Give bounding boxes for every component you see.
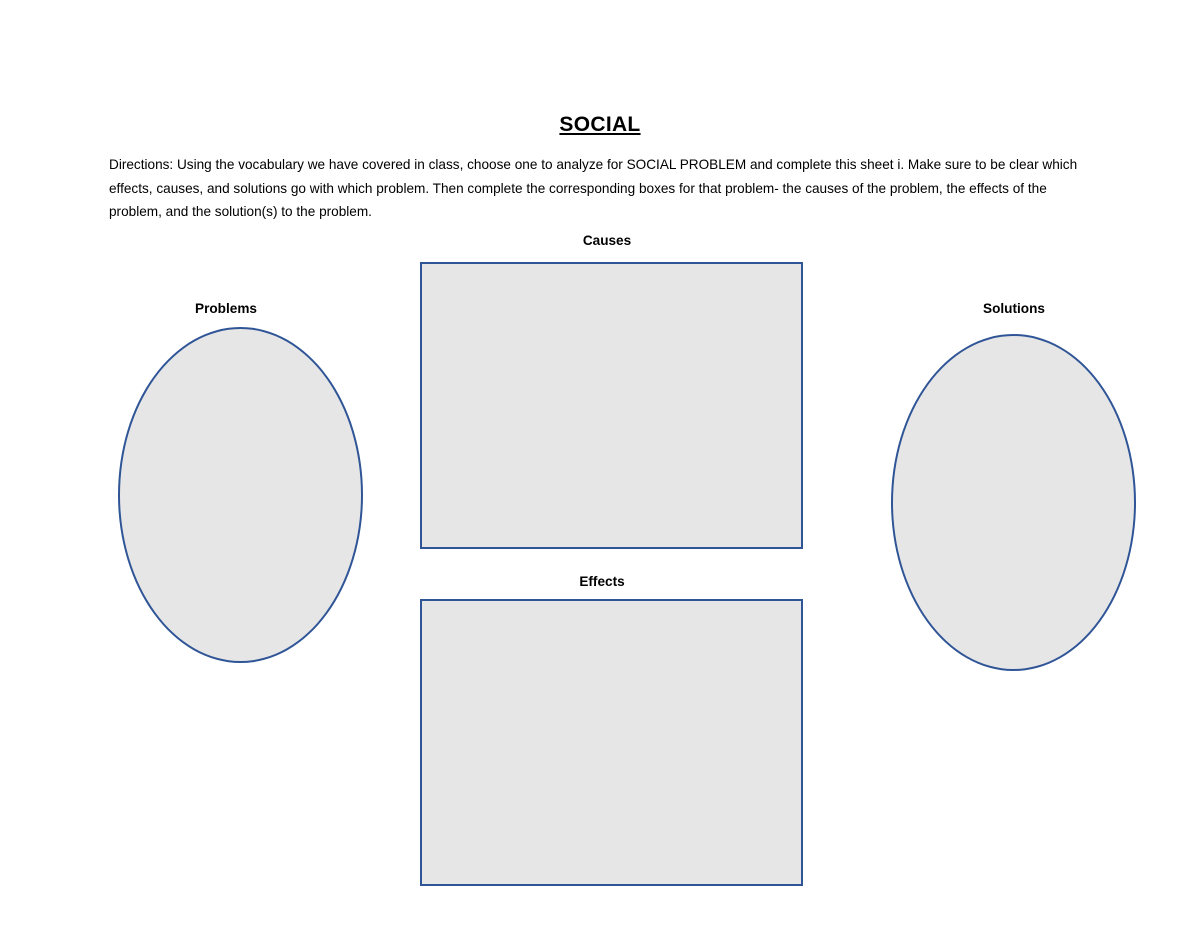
worksheet-title: SOCIAL: [559, 113, 641, 136]
causes-box[interactable]: [420, 262, 803, 549]
solutions-label: Solutions: [983, 301, 1045, 316]
effects-label: Effects: [579, 574, 625, 589]
effects-box[interactable]: [420, 599, 803, 886]
causes-label: Causes: [582, 233, 632, 248]
directions-text: Directions: Using the vocabulary we have covered in class, choose one to analyze for SOCIAL PROBLEM and complete this sheet i. Make sure to be clear which effects, causes, and solutions go with which problem. Then complete the corresponding boxes for that problem- the causes of the problem, the effects of the problem, and the solution(s) to the problem.: [109, 157, 1078, 219]
solutions-oval[interactable]: [891, 334, 1136, 671]
problems-oval[interactable]: [118, 327, 363, 663]
problems-label: Problems: [195, 301, 257, 316]
